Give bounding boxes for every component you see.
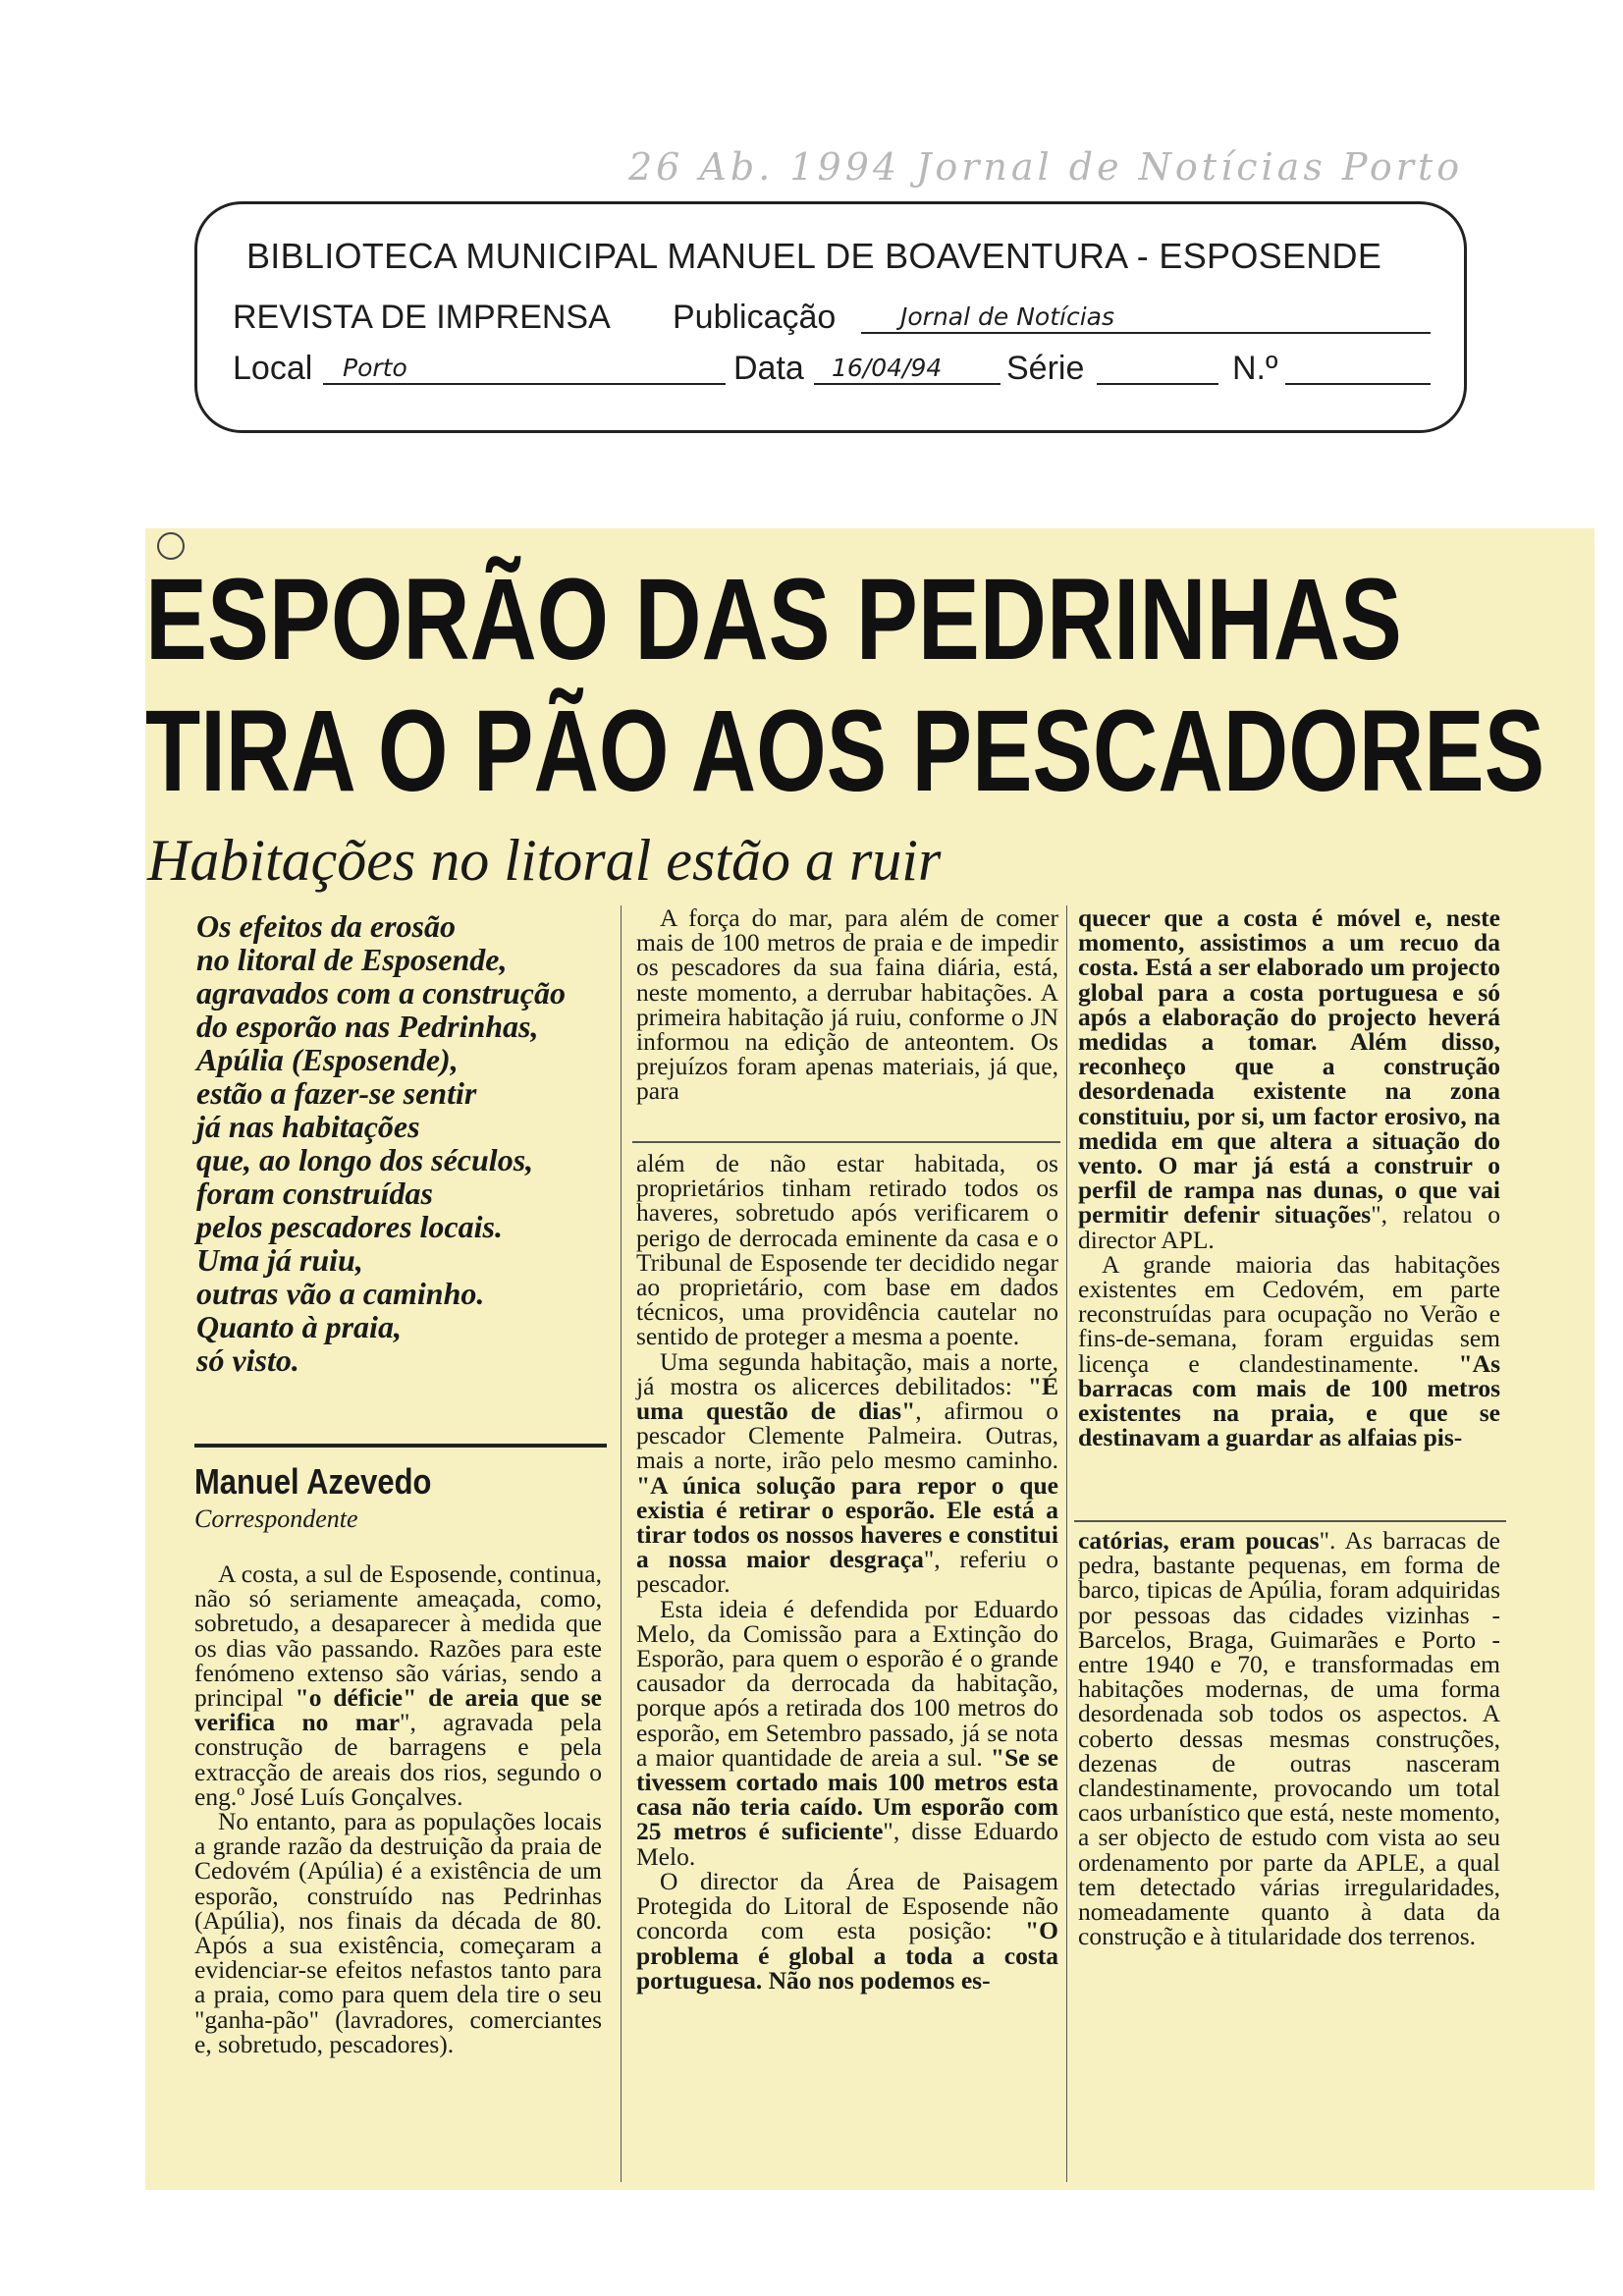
publication-label: Publicação bbox=[673, 299, 837, 336]
lead-line: já nas habitações bbox=[196, 1109, 420, 1144]
publication-value: Jornal de Notícias bbox=[900, 302, 1114, 331]
handwritten-date-note: 26 Ab. 1994 Jornal de Notícias Porto bbox=[628, 145, 1464, 189]
local-value: Porto bbox=[343, 354, 407, 382]
subheadline: Habitações no litoral estão a ruir bbox=[147, 828, 942, 893]
column-rule-2 bbox=[1066, 905, 1067, 2182]
lead-line: só visto. bbox=[196, 1342, 299, 1378]
byline-rule bbox=[194, 1444, 607, 1448]
lead-line: no litoral de Esposende, bbox=[196, 942, 508, 977]
paragraph: Uma segunda habitação, mais a norte, já mostra os alicerces debilitados: "É uma questão de dias", afirmou o pescador Clemente Palmeira. Outras, mais a norte, irão pelo mesmo caminho. "A única solução para repor o que existia é retirar o esporão. Ele está a tirar todos os nossos haveres e constitui a nossa maior desgraça", referiu o pescador. bbox=[636, 1346, 1059, 1599]
paragraph: Esta ideia é defendida por Eduardo Melo, da Comissão para a Extinção do Esporão, para quem o esporão é o grande causador da derrocada da habitação, porque após a retirada dos 100 metros do esporão, em Setembro passado, já se nota a maior quantidade de areia a sul. "Se se tivessem cortado mais 100 metros esta casa não teria caído. Um esporão com 25 metros é suficiente", disse Eduardo Melo. bbox=[636, 1594, 1059, 1871]
lead-line: outras vão a caminho. bbox=[196, 1276, 485, 1311]
library-name: BIBLIOTECA MUNICIPAL MANUEL DE BOAVENTURA - ESPOSENDE bbox=[246, 236, 1382, 276]
author-role: Correspondente bbox=[194, 1504, 358, 1533]
date-label: Data bbox=[733, 350, 804, 387]
paragraph: O director da Área de Paisagem Protegida do Litoral de Esposende não concorda com esta posição: "O problema é global a toda a costa portuguesa. Não nos podemos es- bbox=[636, 1866, 1058, 1995]
lead-line: pelos pescadores locais. bbox=[196, 1209, 503, 1244]
number-line bbox=[1285, 350, 1431, 385]
lead-line: estão a fazer-se sentir bbox=[196, 1075, 477, 1111]
column-break-rule-2 bbox=[1074, 1520, 1506, 1522]
lead-line: Os efeitos da erosão bbox=[196, 908, 456, 944]
column-rule-1 bbox=[621, 905, 622, 2182]
paragraph: quecer que a costa é móvel e, neste momento, assistimos a um recuo da costa. Está a ser elaborado um projecto global para a costa portuguesa e só após a elaboração do projecto heverá medidas a tomar. Além disso, reconheço que a construção desordenada existente na zona constituiu, por si, um factor erosivo, na medida em que altera a situação do vento. O mar já está a construir o perfil de rampa nas dunas, o que vai permitir defenir situações", relatou o director APL. bbox=[1078, 903, 1500, 1254]
author-name: Manuel Azevedo bbox=[194, 1461, 432, 1502]
number-label: N.º bbox=[1232, 350, 1278, 387]
publication-line bbox=[861, 299, 1431, 334]
paragraph: No entanto, para as populações locais a grande razão da destruição da praia de Cedovém (Apúlia) é a existência de um esporão, construído nas Pedrinhas (Apúlia), nos finais da década de 80. Após a sua existência, começaram a evidenciar-se efeitos nefastos tanto para a praia, como para quem dela tire o seu "ganha-pão" (lavradores, comerciantes e, sobretudo, pescadores). bbox=[194, 1807, 602, 2058]
lead-line: Apúlia (Esposende), bbox=[196, 1042, 459, 1077]
lead-line: agravados com a construção bbox=[196, 975, 566, 1011]
series-line bbox=[1097, 350, 1218, 385]
headline-line-1: ESPORÃO DAS PEDRINHAS bbox=[145, 555, 1402, 684]
local-label: Local bbox=[233, 350, 313, 387]
paragraph: A costa, a sul de Esposende, continua, não só seriamente ameaçada, como, sobretudo, a desaparecer à medida que os dias vão passando. Razões para este fenómeno extenso são várias, sendo a principal "o déficie" de areia que se verifica no mar", agravada pela construção de barragens e pela extracção de areais dos rios, segundo o eng.º José Luís Gonçalves. bbox=[194, 1559, 603, 1811]
date-line bbox=[814, 350, 1001, 385]
paragraph: catórias, eram poucas". As barracas de pedra, bastante pequenas, em forma de barco, tipicas de Apúlia, foram adquiridas por pessoas das cidades vizinhas - Barcelos, Braga, Guimarães e Porto - entre 1940 e 70, e transformadas em habitações modernas, de uma forma desordenada sob todos os aspectos. A coberto dessas mesmas construções, dezenas de outras nasceram clandestinamente, provocando um total caos urbanístico que está, neste momento, a ser objecto de estudo com vista ao seu ordenamento por parte da APLE, a qual tem detectado várias irregularidades, nomeadamente quanto à data da construção e à titularidade dos terrenos. bbox=[1078, 1526, 1500, 1951]
paragraph: além de não estar habitada, os proprietários tinham retirado todos os haveres, sobretudo após verificarem o perigo de derrocada eminente da casa e o Tribunal de Esposende ter decidido negar ao proprietário, com base em dados técnicos, uma providência cautelar no sentido de proteger a mesma a poente. bbox=[636, 1149, 1058, 1351]
article-column-2 bbox=[636, 1151, 1058, 1993]
lead-line: Uma já ruiu, bbox=[196, 1242, 363, 1278]
lead-line: que, ao longo dos séculos, bbox=[196, 1142, 534, 1177]
section-title: REVISTA DE IMPRENSA bbox=[233, 299, 611, 336]
local-line bbox=[323, 350, 726, 385]
article-column-3 bbox=[1078, 1526, 1500, 1951]
article-column-2-top bbox=[636, 905, 1058, 1104]
lead-line: foram construídas bbox=[196, 1175, 433, 1211]
date-value: 16/04/94 bbox=[832, 354, 943, 382]
library-stamp bbox=[194, 201, 1467, 433]
paragraph: A grande maioria das habitações existentes em Cedovém, em parte reconstruídas para ocupação no Verão e fins-de-semana, foram erguidas sem licença e clandestinamente. "As barracas com mais de 100 metros existentes na praia, e que se destinavam a guardar as alfaias pis- bbox=[1078, 1249, 1500, 1452]
lead-line: Quanto à praia, bbox=[196, 1309, 402, 1344]
article-column-3-top bbox=[1078, 903, 1500, 1452]
headline-line-2: TIRA O PÃO AOS PESCADORES bbox=[145, 686, 1545, 816]
column-break-rule-1 bbox=[632, 1141, 1060, 1143]
lead-line: do esporão nas Pedrinhas, bbox=[196, 1009, 539, 1044]
series-label: Série bbox=[1006, 350, 1085, 387]
article-lead bbox=[196, 909, 619, 1377]
article-column-1 bbox=[194, 1561, 602, 2056]
paragraph: A força do mar, para além de comer mais de 100 metros de praia e de impedir os pescadores da sua faina diária, está, neste momento, a derrubar habitações. A primeira habitação já ruiu, conforme o JN informou na edição de anteontem. Os prejuízos foram apenas materiais, já que, para bbox=[636, 903, 1058, 1106]
